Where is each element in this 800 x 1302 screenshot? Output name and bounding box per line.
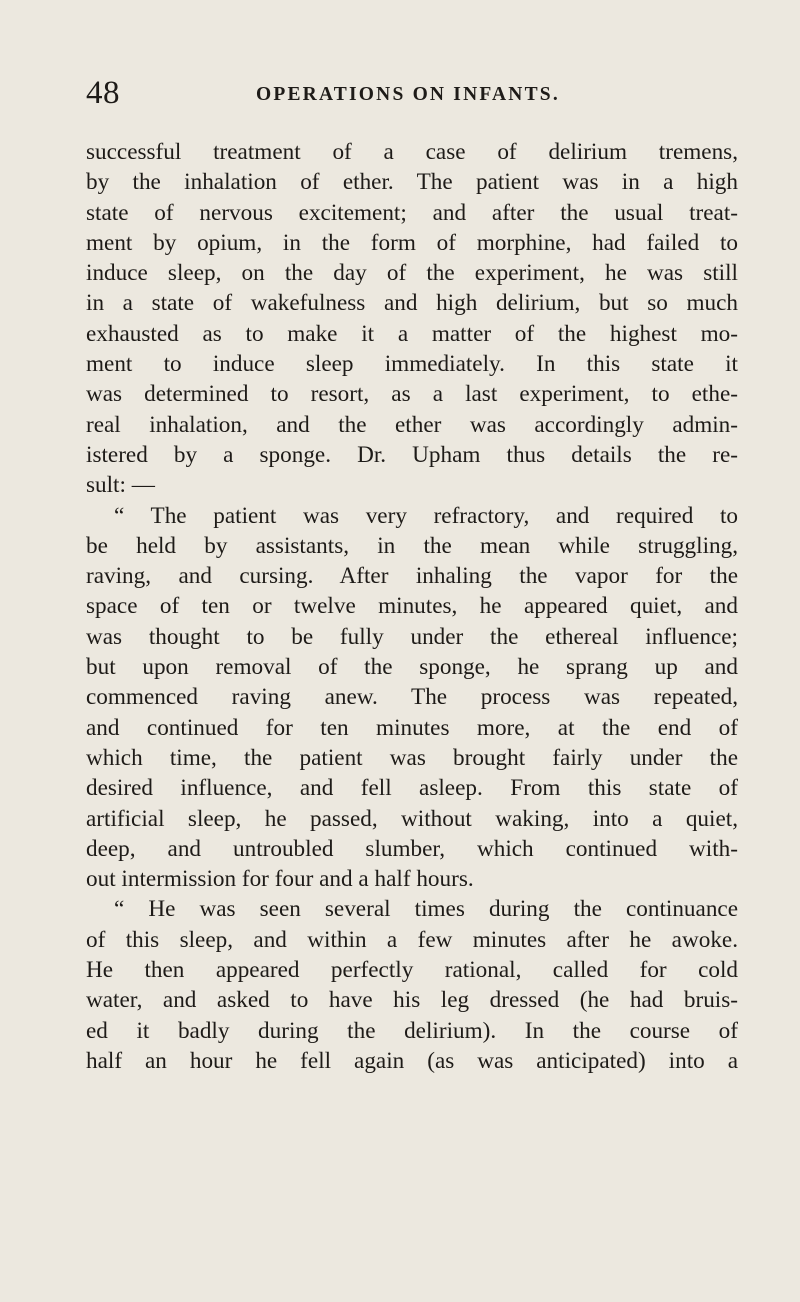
text-line: ed it badly during the delirium). In the course of (86, 1017, 738, 1044)
text-line: induce sleep, on the day of the experiment, he was still (86, 260, 738, 287)
text-line: but upon removal of the sponge, he sprang up and (86, 654, 738, 681)
running-head: OPERATIONS ON INFANTS. (256, 84, 560, 105)
text-line: “ The patient was very refractory, and required to (114, 502, 738, 529)
text-line: ment to induce sleep immediately. In this state it (86, 351, 738, 378)
text-line: sult: — (86, 472, 155, 499)
page-header (86, 76, 716, 110)
text-line: was determined to resort, as a last experiment, to ethe- (86, 381, 738, 408)
text-line: “ He was seen several times during the continuance (114, 896, 738, 923)
body-text (86, 137, 738, 1076)
text-line: He then appeared perfectly rational, called for cold (86, 957, 738, 984)
text-line: successful treatment of a case of delirium tremens, (86, 139, 738, 165)
text-line: of this sleep, and within a few minutes after he awoke. (86, 926, 738, 953)
text-line: which time, the patient was brought fairly under the (86, 744, 738, 771)
text-line: be held by assistants, in the mean while struggling, (86, 532, 738, 559)
text-line: ment by opium, in the form of morphine, had failed to (86, 229, 738, 256)
text-line: desired influence, and fell asleep. From this state of (86, 775, 738, 802)
text-line: deep, and untroubled slumber, which continued with- (86, 835, 738, 862)
text-line: exhausted as to make it a matter of the highest mo- (86, 320, 738, 347)
text-line: space of ten or twelve minutes, he appeared quiet, and (86, 593, 738, 620)
text-line: out intermission for four and a half hours. (86, 866, 474, 893)
text-line: artificial sleep, he passed, without waking, into a quiet, (86, 805, 738, 832)
text-line: real inhalation, and the ether was accordingly admin- (86, 411, 738, 438)
text-line: by the inhalation of ether. The patient was in a high (86, 169, 738, 196)
page-number: 48 (86, 75, 120, 111)
text-line: water, and asked to have his leg dressed (he had bruis- (86, 987, 738, 1014)
text-line: half an hour he fell again (as was anticipated) into a (86, 1047, 738, 1074)
text-line: in a state of wakefulness and high delirium, but so much (86, 290, 738, 317)
text-line: commenced raving anew. The process was repeated, (86, 684, 738, 711)
text-line: istered by a sponge. Dr. Upham thus details the re- (86, 441, 738, 468)
text-line: and continued for ten minutes more, at the end of (86, 714, 738, 741)
text-line: was thought to be fully under the ethereal influence; (86, 623, 738, 650)
text-line: raving, and cursing. After inhaling the vapor for the (86, 563, 738, 590)
text-line: state of nervous excitement; and after the usual treat- (86, 199, 738, 226)
